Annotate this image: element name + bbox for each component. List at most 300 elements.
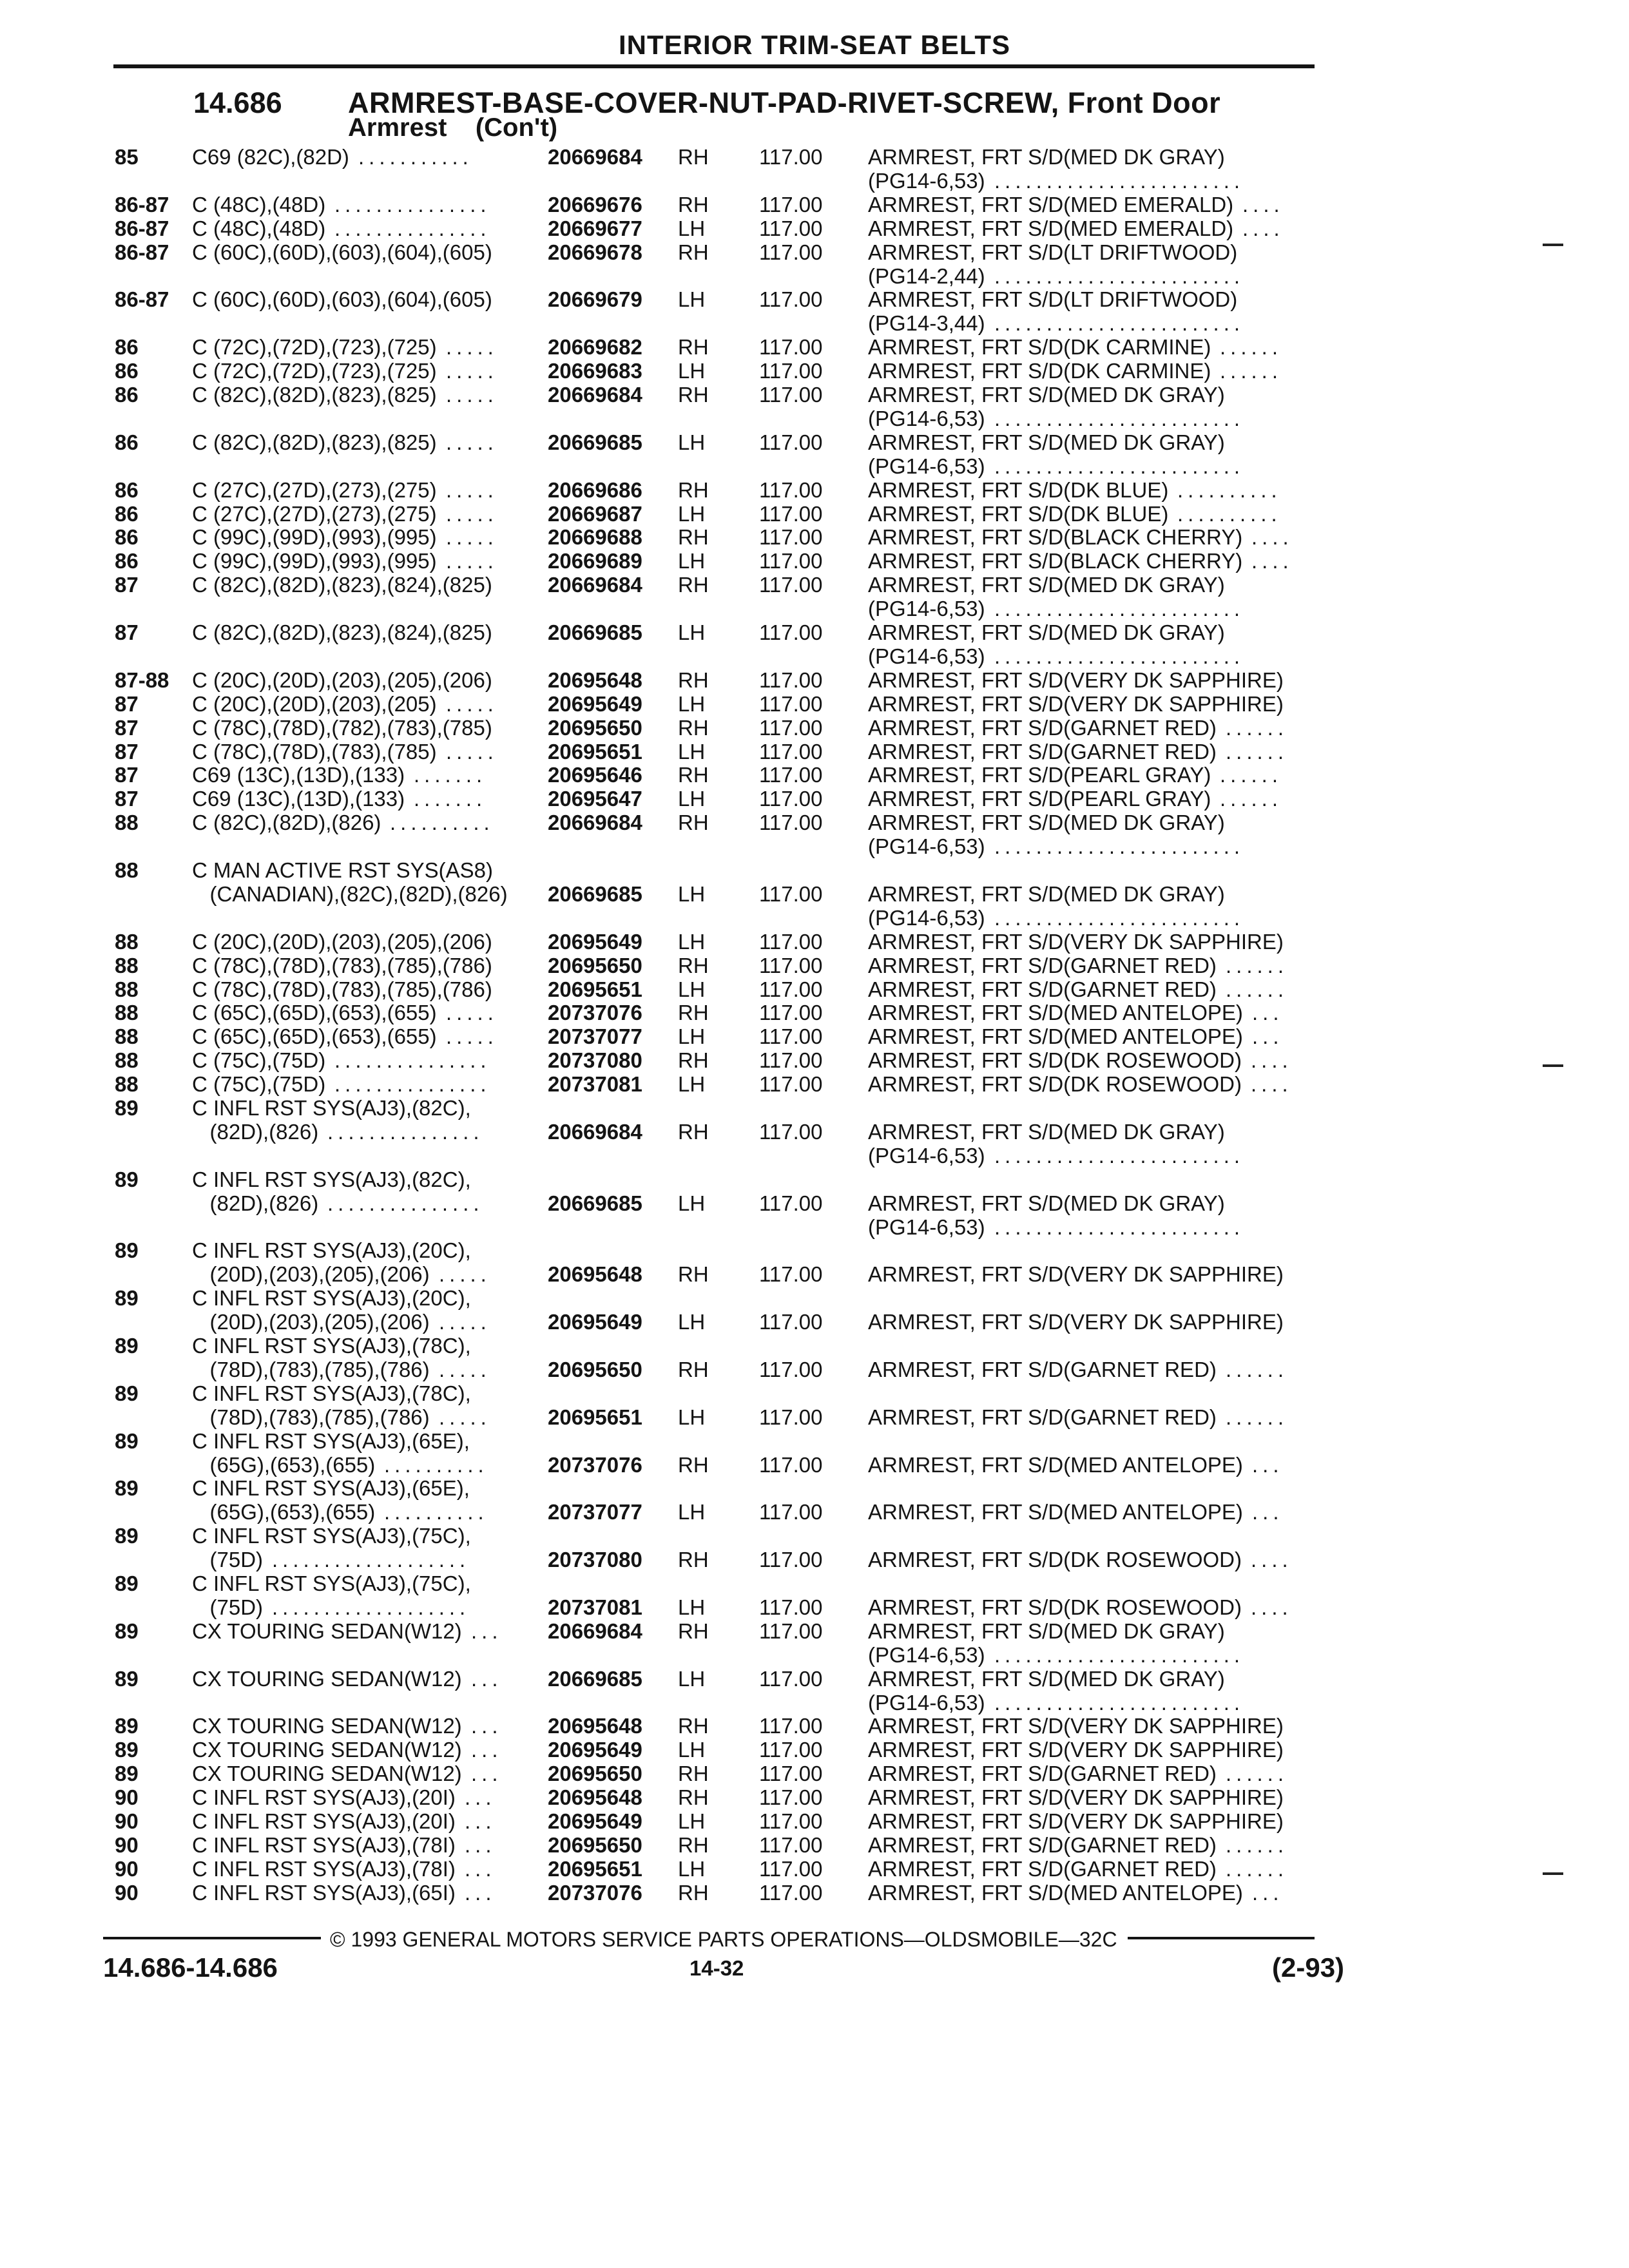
dot-leader: ..........	[384, 1453, 488, 1477]
model-year: 89	[115, 1168, 139, 1191]
dot-leader: ...	[465, 1881, 496, 1905]
list-item	[0, 787, 1629, 811]
part-description: ARMREST, FRT S/D(GARNET RED)	[868, 977, 1217, 1001]
model-year: 88	[115, 811, 139, 834]
list-item	[0, 1881, 1629, 1905]
side: RH	[678, 1358, 709, 1381]
part-number: 20669682	[548, 335, 642, 359]
dot-leader: .....	[439, 1262, 491, 1286]
part-description: (PG14-6,53)	[868, 1215, 985, 1239]
part-description: ARMREST, FRT S/D(VERY DK SAPPHIRE)	[868, 1809, 1284, 1833]
model-year: 86-87	[115, 216, 169, 240]
model-year: 86	[115, 383, 139, 407]
price: 117.00	[759, 787, 823, 811]
price: 117.00	[759, 1809, 823, 1833]
price: 117.00	[759, 668, 823, 692]
usage-description: CX TOURING SEDAN(W12)	[192, 1738, 462, 1762]
list-item	[0, 859, 1629, 882]
price: 117.00	[759, 1048, 823, 1072]
list-item	[0, 1430, 1629, 1453]
list-item	[0, 312, 1629, 335]
price: 117.00	[759, 882, 823, 906]
list-item	[0, 1620, 1629, 1643]
price: 117.00	[759, 1358, 823, 1381]
model-year: 89	[115, 1429, 139, 1453]
usage-description: C (48C),(48D)	[192, 216, 326, 240]
part-number: 20669684	[548, 383, 642, 407]
price: 117.00	[759, 692, 823, 716]
part-description: ARMREST, FRT S/D(MED ANTELOPE)	[868, 1001, 1243, 1024]
dot-leader: .....	[446, 359, 498, 383]
dot-leader: ........................	[994, 1144, 1245, 1168]
side: LH	[678, 1809, 706, 1833]
dot-leader: ...	[465, 1809, 496, 1833]
list-item	[0, 1144, 1629, 1168]
model-year: 88	[115, 1048, 139, 1072]
price: 117.00	[759, 954, 823, 977]
model-year: 86	[115, 478, 139, 502]
dot-leader: .....	[446, 502, 498, 526]
part-description: ARMREST, FRT S/D(MED EMERALD)	[868, 216, 1234, 240]
side: RH	[678, 1120, 709, 1144]
model-year: 86-87	[115, 193, 169, 216]
dot-leader: ...............	[327, 1191, 484, 1215]
list-item	[0, 740, 1629, 764]
model-year: 89	[115, 1476, 139, 1500]
part-description: ARMREST, FRT S/D(VERY DK SAPPHIRE)	[868, 668, 1284, 692]
dot-leader: ......	[1220, 763, 1283, 787]
list-item	[0, 978, 1629, 1001]
dot-leader: ........................	[994, 264, 1245, 288]
side: LH	[678, 1191, 706, 1215]
usage-description: (20D),(203),(205),(206)	[192, 1262, 430, 1286]
side: LH	[678, 502, 706, 526]
side: LH	[678, 287, 706, 311]
usage-description: C INFL RST SYS(AJ3),(20C),	[192, 1286, 471, 1310]
side: LH	[678, 1024, 706, 1048]
side: LH	[678, 930, 706, 954]
part-number: 20695649	[548, 930, 642, 954]
part-number: 20669684	[548, 1619, 642, 1643]
list-item	[0, 1073, 1629, 1096]
model-year: 86	[115, 359, 139, 383]
list-item	[0, 503, 1629, 526]
list-item	[0, 1691, 1629, 1715]
part-description: ARMREST, FRT S/D(DK BLUE)	[868, 478, 1169, 502]
usage-description: C (99C),(99D),(993),(995)	[192, 525, 437, 549]
dot-leader: ......	[1226, 1857, 1289, 1881]
part-number: 20695650	[548, 716, 642, 740]
list-item	[0, 573, 1629, 597]
model-year: 89	[115, 1334, 139, 1358]
part-number: 20669683	[548, 359, 642, 383]
part-description: ARMREST, FRT S/D(MED ANTELOPE)	[868, 1024, 1243, 1048]
part-description: ARMREST, FRT S/D(MED EMERALD)	[868, 193, 1234, 216]
dot-leader: ...	[1252, 1453, 1284, 1477]
side: LH	[678, 740, 706, 764]
dot-leader: ..........	[1177, 478, 1282, 502]
footer-revision: (2-93)	[1272, 1952, 1345, 1983]
price: 117.00	[759, 1500, 823, 1524]
part-number: 20669684	[548, 1120, 642, 1144]
dot-leader: ...	[471, 1667, 503, 1691]
price: 117.00	[759, 549, 823, 573]
list-item	[0, 645, 1629, 668]
side: LH	[678, 1738, 706, 1762]
list-item	[0, 1786, 1629, 1809]
side: RH	[678, 763, 709, 787]
price: 117.00	[759, 1857, 823, 1881]
part-description: ARMREST, FRT S/D(MED ANTELOPE)	[868, 1500, 1243, 1524]
usage-description: C INFL RST SYS(AJ3),(75C),	[192, 1571, 471, 1595]
part-number: 20669684	[548, 811, 642, 834]
usage-description: C INFL RST SYS(AJ3),(20I)	[192, 1809, 456, 1833]
price: 117.00	[759, 287, 823, 311]
group-code: 14.686	[193, 86, 282, 119]
usage-description: C (82C),(82D),(823),(824),(825)	[192, 573, 492, 597]
dot-leader: ......	[1220, 335, 1283, 359]
dot-leader: .....	[446, 430, 498, 454]
price: 117.00	[759, 763, 823, 787]
usage-description: C (75C),(75D)	[192, 1072, 326, 1096]
side: RH	[678, 1762, 709, 1785]
price: 117.00	[759, 502, 823, 526]
dot-leader: ......	[1226, 1762, 1289, 1785]
dot-leader: ......	[1226, 1358, 1289, 1381]
dot-leader: ....	[1242, 216, 1284, 240]
part-number: 20669685	[548, 882, 642, 906]
dot-leader: ....	[1251, 525, 1293, 549]
side: LH	[678, 620, 706, 644]
part-description: ARMREST, FRT S/D(GARNET RED)	[868, 1358, 1217, 1381]
usage-description: C (75C),(75D)	[192, 1048, 326, 1072]
usage-description: (78D),(783),(785),(786)	[192, 1358, 430, 1381]
usage-description: C (82C),(82D),(823),(825)	[192, 430, 437, 454]
price: 117.00	[759, 1833, 823, 1857]
part-description: ARMREST, FRT S/D(PEARL GRAY)	[868, 787, 1211, 811]
side: LH	[678, 216, 706, 240]
part-description: ARMREST, FRT S/D(VERY DK SAPPHIRE)	[868, 930, 1284, 954]
list-item	[0, 764, 1629, 787]
model-year: 89	[115, 1286, 139, 1310]
dot-leader: ....	[1251, 549, 1293, 573]
part-description: ARMREST, FRT S/D(DK ROSEWOOD)	[868, 1072, 1242, 1096]
model-year: 89	[115, 1619, 139, 1643]
list-item	[0, 1762, 1629, 1785]
list-item	[0, 1810, 1629, 1833]
footer-copyright: © 1993 GENERAL MOTORS SERVICE PARTS OPERATIONS—OLDSMOBILE—32C	[330, 1928, 1117, 1951]
side: RH	[678, 1048, 709, 1072]
part-description: ARMREST, FRT S/D(MED DK GRAY)	[868, 1120, 1225, 1144]
group-title: ARMREST-BASE-COVER-NUT-PAD-RIVET-SCREW, Front Door	[348, 86, 1221, 119]
list-item	[0, 811, 1629, 834]
side: RH	[678, 525, 709, 549]
price: 117.00	[759, 1762, 823, 1785]
part-number: 20695649	[548, 1809, 642, 1833]
dot-leader: ...	[1252, 1500, 1284, 1524]
part-description: ARMREST, FRT S/D(MED DK GRAY)	[868, 811, 1225, 834]
part-number: 20737076	[548, 1453, 642, 1477]
usage-description: C69 (13C),(13D),(133)	[192, 763, 405, 787]
model-year: 85	[115, 145, 139, 169]
part-description: ARMREST, FRT S/D(MED DK GRAY)	[868, 620, 1225, 644]
dot-leader: ..........	[1177, 502, 1282, 526]
part-number: 20695648	[548, 1785, 642, 1809]
part-number: 20669684	[548, 145, 642, 169]
price: 117.00	[759, 1191, 823, 1215]
usage-description: C (72C),(72D),(723),(725)	[192, 335, 437, 359]
dot-leader: ...............	[334, 1072, 491, 1096]
list-item	[0, 1406, 1629, 1429]
dot-leader: ......	[1226, 1833, 1289, 1857]
list-item	[0, 1334, 1629, 1358]
model-year: 89	[115, 1714, 139, 1738]
part-description: ARMREST, FRT S/D(VERY DK SAPPHIRE)	[868, 1310, 1284, 1334]
dot-leader: ........................	[994, 454, 1245, 478]
price: 117.00	[759, 740, 823, 764]
price: 117.00	[759, 193, 823, 216]
dot-leader: .....	[439, 1310, 491, 1334]
list-item	[0, 621, 1629, 644]
side: RH	[678, 1785, 709, 1809]
dot-leader: ...	[465, 1785, 496, 1809]
model-year: 89	[115, 1381, 139, 1405]
side: RH	[678, 478, 709, 502]
dot-leader: ........................	[994, 169, 1245, 193]
dot-leader: ...........	[358, 145, 473, 169]
list-item	[0, 146, 1629, 169]
side: LH	[678, 1072, 706, 1096]
model-year: 88	[115, 954, 139, 977]
part-number: 20737080	[548, 1548, 642, 1571]
part-number: 20695648	[548, 1262, 642, 1286]
usage-description: C INFL RST SYS(AJ3),(20C),	[192, 1238, 471, 1262]
side: RH	[678, 383, 709, 407]
side: RH	[678, 1453, 709, 1477]
usage-description: (65G),(653),(655)	[192, 1453, 376, 1477]
model-year: 86-87	[115, 240, 169, 264]
side: RH	[678, 335, 709, 359]
usage-description: C (78C),(78D),(783),(785),(786)	[192, 954, 492, 977]
part-number: 20669677	[548, 216, 642, 240]
part-description: ARMREST, FRT S/D(MED ANTELOPE)	[868, 1453, 1243, 1477]
part-description: ARMREST, FRT S/D(MED DK GRAY)	[868, 1667, 1225, 1691]
usage-description: C INFL RST SYS(AJ3),(82C),	[192, 1096, 471, 1120]
list-item	[0, 1358, 1629, 1381]
price: 117.00	[759, 383, 823, 407]
list-item	[0, 1216, 1629, 1239]
side: LH	[678, 430, 706, 454]
price: 117.00	[759, 525, 823, 549]
part-number: 20695648	[548, 1714, 642, 1738]
dot-leader: ......	[1220, 787, 1283, 811]
list-item	[0, 1287, 1629, 1310]
part-description: ARMREST, FRT S/D(VERY DK SAPPHIRE)	[868, 1262, 1284, 1286]
dot-leader: ...................	[272, 1595, 470, 1619]
side: LH	[678, 1667, 706, 1691]
list-item	[0, 169, 1629, 193]
part-description: (PG14-6,53)	[868, 1144, 985, 1168]
usage-description: C69 (13C),(13D),(133)	[192, 787, 405, 811]
side: LH	[678, 882, 706, 906]
usage-description: CX TOURING SEDAN(W12)	[192, 1762, 462, 1785]
usage-description: C INFL RST SYS(AJ3),(78I)	[192, 1857, 456, 1881]
part-description: (PG14-6,53)	[868, 169, 985, 193]
dot-leader: ...............	[334, 1048, 491, 1072]
model-year: 86-87	[115, 287, 169, 311]
side: LH	[678, 549, 706, 573]
side: RH	[678, 811, 709, 834]
side: RH	[678, 1001, 709, 1024]
list-item	[0, 954, 1629, 977]
price: 117.00	[759, 1024, 823, 1048]
model-year: 90	[115, 1881, 139, 1905]
usage-description: C (72C),(72D),(723),(725)	[192, 359, 437, 383]
dot-leader: .....	[446, 1001, 498, 1024]
list-item	[0, 1477, 1629, 1500]
side: RH	[678, 954, 709, 977]
dot-leader: ....	[1251, 1595, 1293, 1619]
part-number: 20695649	[548, 692, 642, 716]
part-number: 20669676	[548, 193, 642, 216]
part-number: 20737076	[548, 1001, 642, 1024]
dot-leader: ...............	[334, 216, 491, 240]
price: 117.00	[759, 240, 823, 264]
model-year: 89	[115, 1571, 139, 1595]
model-year: 88	[115, 1001, 139, 1024]
part-number: 20737076	[548, 1881, 642, 1905]
dot-leader: ......	[1220, 359, 1283, 383]
model-year: 87	[115, 716, 139, 740]
part-description: ARMREST, FRT S/D(VERY DK SAPPHIRE)	[868, 1714, 1284, 1738]
model-year: 89	[115, 1667, 139, 1691]
model-year: 86	[115, 549, 139, 573]
list-item	[0, 1572, 1629, 1595]
dot-leader: .....	[446, 335, 498, 359]
usage-description: C69 (82C),(82D)	[192, 145, 349, 169]
part-number: 20695650	[548, 1833, 642, 1857]
side: LH	[678, 359, 706, 383]
list-item	[0, 455, 1629, 478]
dot-leader: ......	[1226, 1405, 1289, 1429]
list-item	[0, 1025, 1629, 1048]
price: 117.00	[759, 1619, 823, 1643]
model-year: 90	[115, 1833, 139, 1857]
dot-leader: ...	[465, 1857, 496, 1881]
usage-description: (82D),(826)	[192, 1120, 319, 1144]
part-number: 20669687	[548, 502, 642, 526]
part-description: ARMREST, FRT S/D(GARNET RED)	[868, 716, 1217, 740]
dot-leader: ........................	[994, 1215, 1245, 1239]
part-description: (PG14-6,53)	[868, 1643, 985, 1667]
usage-description: C INFL RST SYS(AJ3),(78C),	[192, 1334, 471, 1358]
list-item	[0, 1168, 1629, 1191]
footer-group-range: 14.686-14.686	[103, 1952, 278, 1983]
part-description: (PG14-3,44)	[868, 311, 985, 335]
side: RH	[678, 1833, 709, 1857]
part-description: ARMREST, FRT S/D(LT DRIFTWOOD)	[868, 240, 1238, 264]
list-item	[0, 1192, 1629, 1215]
list-item	[0, 907, 1629, 930]
part-description: ARMREST, FRT S/D(GARNET RED)	[868, 1833, 1217, 1857]
part-description: ARMREST, FRT S/D(MED DK GRAY)	[868, 1191, 1225, 1215]
model-year: 88	[115, 930, 139, 954]
price: 117.00	[759, 1072, 823, 1096]
price: 117.00	[759, 335, 823, 359]
price: 117.00	[759, 620, 823, 644]
usage-description: C (65C),(65D),(653),(655)	[192, 1001, 437, 1024]
part-number: 20669689	[548, 549, 642, 573]
usage-description: C (60C),(60D),(603),(604),(605)	[192, 240, 492, 264]
dot-leader: .....	[446, 692, 498, 716]
part-number: 20669685	[548, 430, 642, 454]
list-item	[0, 526, 1629, 549]
dot-leader: .....	[446, 525, 498, 549]
part-number: 20669685	[548, 620, 642, 644]
part-description: (PG14-6,53)	[868, 1691, 985, 1715]
price: 117.00	[759, 359, 823, 383]
price: 117.00	[759, 478, 823, 502]
dot-leader: ...	[465, 1833, 496, 1857]
usage-description: C (82C),(82D),(826)	[192, 811, 381, 834]
part-number: 20737077	[548, 1500, 642, 1524]
usage-description: C INFL RST SYS(AJ3),(65I)	[192, 1881, 456, 1905]
footer-rule-left	[103, 1937, 321, 1939]
part-description: ARMREST, FRT S/D(GARNET RED)	[868, 954, 1217, 977]
usage-description: C (20C),(20D),(203),(205),(206)	[192, 930, 492, 954]
part-description: ARMREST, FRT S/D(VERY DK SAPPHIRE)	[868, 692, 1284, 716]
usage-description: C INFL RST SYS(AJ3),(82C),	[192, 1168, 471, 1191]
price: 117.00	[759, 1310, 823, 1334]
part-description: ARMREST, FRT S/D(MED DK GRAY)	[868, 882, 1225, 906]
list-item	[0, 193, 1629, 216]
part-description: ARMREST, FRT S/D(GARNET RED)	[868, 1405, 1217, 1429]
list-item	[0, 288, 1629, 311]
price: 117.00	[759, 1738, 823, 1762]
list-item	[0, 716, 1629, 740]
list-item	[0, 1097, 1629, 1120]
list-item	[0, 1239, 1629, 1262]
footer-rule-right	[1128, 1937, 1315, 1939]
dot-leader: ........................	[994, 597, 1245, 620]
dot-leader: ....	[1242, 193, 1284, 216]
dot-leader: ....	[1251, 1072, 1293, 1096]
model-year: 86	[115, 502, 139, 526]
model-year: 89	[115, 1238, 139, 1262]
part-number: 20737081	[548, 1072, 642, 1096]
price: 117.00	[759, 430, 823, 454]
list-item	[0, 1001, 1629, 1024]
side: RH	[678, 145, 709, 169]
dot-leader: ......	[1226, 977, 1289, 1001]
list-item	[0, 1738, 1629, 1762]
part-description: ARMREST, FRT S/D(DK CARMINE)	[868, 335, 1211, 359]
model-year: 87	[115, 787, 139, 811]
part-number: 20669688	[548, 525, 642, 549]
dot-leader: .....	[439, 1358, 491, 1381]
usage-description: CX TOURING SEDAN(W12)	[192, 1714, 462, 1738]
part-number: 20669679	[548, 287, 642, 311]
usage-description: C INFL RST SYS(AJ3),(65E),	[192, 1476, 470, 1500]
part-number: 20695647	[548, 787, 642, 811]
part-description: (PG14-6,53)	[868, 834, 985, 858]
dot-leader: ........................	[994, 1643, 1245, 1667]
dot-leader: ........................	[994, 834, 1245, 858]
part-description: ARMREST, FRT S/D(BLACK CHERRY)	[868, 549, 1243, 573]
part-number: 20669678	[548, 240, 642, 264]
list-item	[0, 883, 1629, 906]
usage-description: CX TOURING SEDAN(W12)	[192, 1619, 462, 1643]
